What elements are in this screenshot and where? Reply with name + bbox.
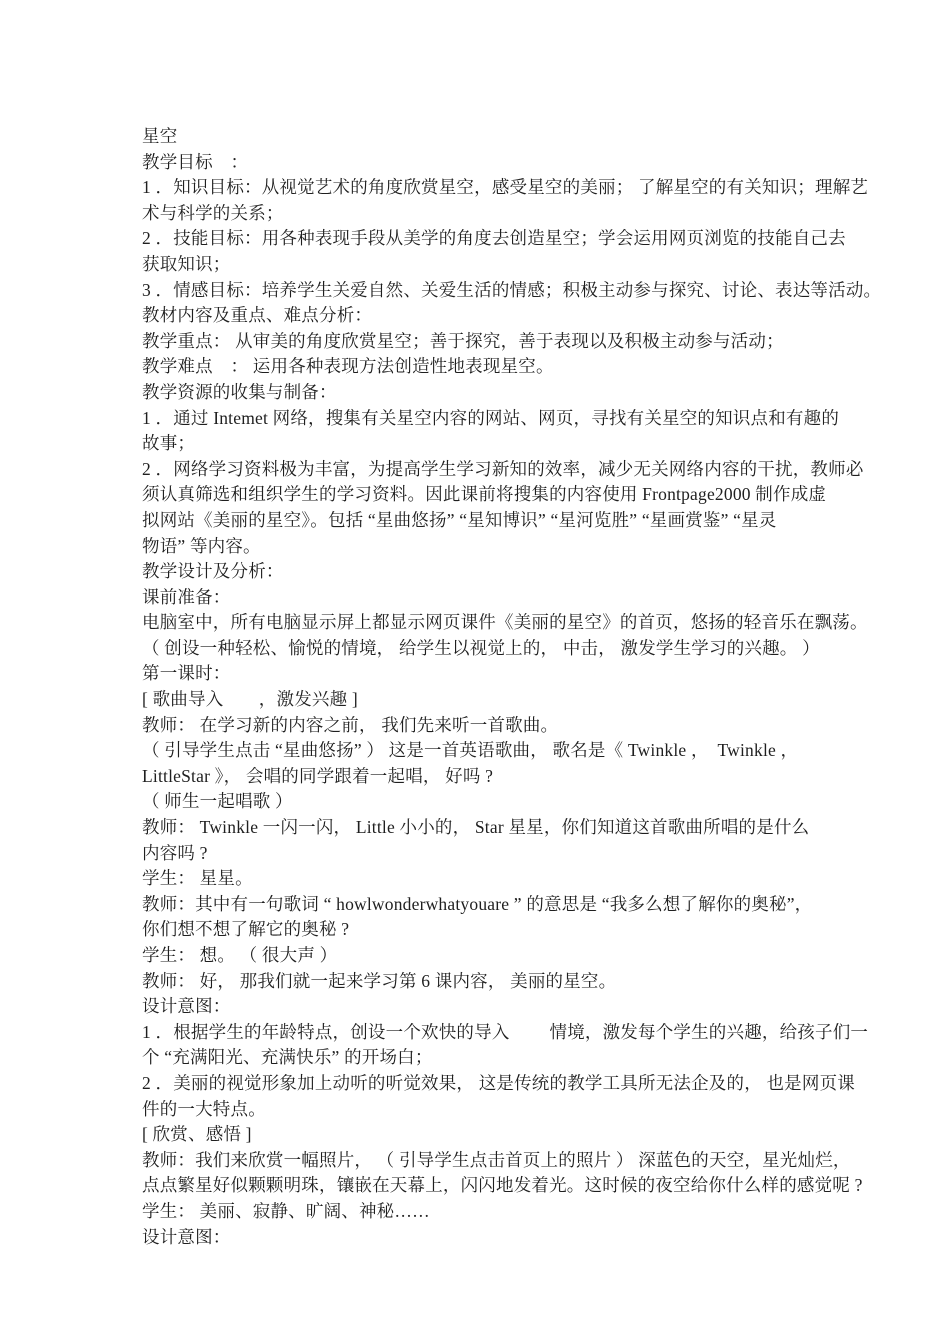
text-line: 电脑室中，所有电脑显示屏上都显示网页课件《美丽的星空》的首页，悠扬的轻音乐在飘荡。 xyxy=(142,612,868,633)
text-line: （ 师生一起唱歌 ） xyxy=(142,791,293,812)
text-line: 术与科学的关系； xyxy=(142,202,284,223)
text-line: 教学目标 ： xyxy=(142,151,249,172)
text-line: 教师： Twinkle 一闪一闪， Little 小小的， Star 星星，你们知道这首歌曲所唱的是什么 xyxy=(142,817,810,838)
text-line: 1 ．通过 Intemet 网络，搜集有关星空内容的网站、网页，寻找有关星空的知识点和有趣的 xyxy=(142,407,840,428)
text-line: 教师：其中有一句歌词 “ howlwonderwhatyouare ” 的意思是 “我多么想了解你的奥秘”， xyxy=(142,893,813,914)
text-line: 教材内容及重点、难点分析： xyxy=(142,305,373,326)
text-line: 学生： 想。 （ 很大声 ） xyxy=(142,945,338,965)
text-line: 个 “充满阳光、充满快乐” 的开场白； xyxy=(142,1047,433,1068)
text-line: 须认真筛选和组织学生的学习资料。因此课前将搜集的内容使用 Frontpage2000 制作成虚 xyxy=(142,484,827,505)
text-line: 教师： 在学习新的内容之前， 我们先来听一首歌曲。 xyxy=(142,714,559,735)
text-line: [ 欣赏、感悟 ] xyxy=(142,1124,252,1145)
text-line: 2 ．网络学习资料极为丰富，为提高学生学习新知的效率，减少无关网络内容的干扰，教师必 xyxy=(142,458,864,479)
text-line: 教学难点 ： 运用各种表现方法创造性地表现星空。 xyxy=(142,356,554,377)
document-body xyxy=(142,124,882,1250)
text-line: 故事； xyxy=(142,433,196,454)
text-line: 教学重点： 从审美的角度欣赏星空；善于探究，善于表现以及积极主动参与活动； xyxy=(142,330,784,351)
text-line: 学生： 美丽、寂静、旷阔、神秘…… xyxy=(142,1200,430,1221)
text-line: 获取知识； xyxy=(142,253,231,274)
text-line: 第一课时： xyxy=(142,663,231,684)
text-line: 设计意图： xyxy=(142,996,231,1017)
text-line: 物语” 等内容。 xyxy=(142,535,261,556)
text-line: 内容吗 ? xyxy=(142,842,208,863)
text-line: LittleStar 》， 会唱的同学跟着一起唱， 好吗 ? xyxy=(142,765,494,786)
text-line: 件的一大特点。 xyxy=(142,1098,266,1119)
text-line: 星空 xyxy=(142,126,178,146)
text-line: 3 ．情感目标：培养学生关爱自然、关爱生活的情感；积极主动参与探究、讨论、表达等活动。 xyxy=(142,279,882,300)
text-line: 1 ．根据学生的年龄特点，创设一个欢快的导入 情境，激发每个学生的兴趣，给孩子们一 xyxy=(142,1021,869,1042)
text-line: （ 引导学生点击 “星曲悠扬” ） 这是一首英语歌曲， 歌名是《 Twinkle ， Twinkle ， xyxy=(142,740,799,761)
text-line: 1 ．知识目标：从视觉艺术的角度欣赏星空，感受星空的美丽； 了解星空的有关知识；理解艺 xyxy=(142,177,869,198)
text-line: 教学设计及分析： xyxy=(142,561,284,582)
text-line: 学生： 星星。 xyxy=(142,868,253,889)
text-line: 点点繁星好似颗颗明珠，镶嵌在天幕上，闪闪地发着光。这时候的夜空给你什么样的感觉呢 ? xyxy=(142,1175,863,1196)
text-line: 教学资源的收集与制备： xyxy=(142,381,337,402)
text-line: 教师： 好， 那我们就一起来学习第 6 课内容， 美丽的星空。 xyxy=(142,970,617,991)
text-line: 2 ．技能目标：用各种表现手段从美学的角度去创造星空；学会运用网页浏览的技能自己去 xyxy=(142,228,846,249)
text-line: [ 歌曲导入 ，激发兴趣 ] xyxy=(142,689,358,710)
text-line: 拟网站《美丽的星空》。包括 “星曲悠扬” “星知博识” “星河览胜” “星画赏鉴” “星灵 xyxy=(142,509,777,530)
text-line: 你们想不想了解它的奥秘 ? xyxy=(142,919,350,940)
text-line: （ 创设一种轻松、愉悦的情境， 给学生以视觉上的， 中击， 激发学生学习的兴趣。 ） xyxy=(142,637,820,658)
text-line: 设计意图： xyxy=(142,1226,231,1247)
text-line: 教师：我们来欣赏一幅照片， （ 引导学生点击首页上的照片 ） 深蓝色的天空，星光灿烂， xyxy=(142,1149,851,1170)
text-line: 课前准备： xyxy=(142,586,231,607)
text-line: 2 ．美丽的视觉形象加上动听的听觉效果， 这是传统的教学工具所无法企及的， 也是网页课 xyxy=(142,1072,855,1093)
